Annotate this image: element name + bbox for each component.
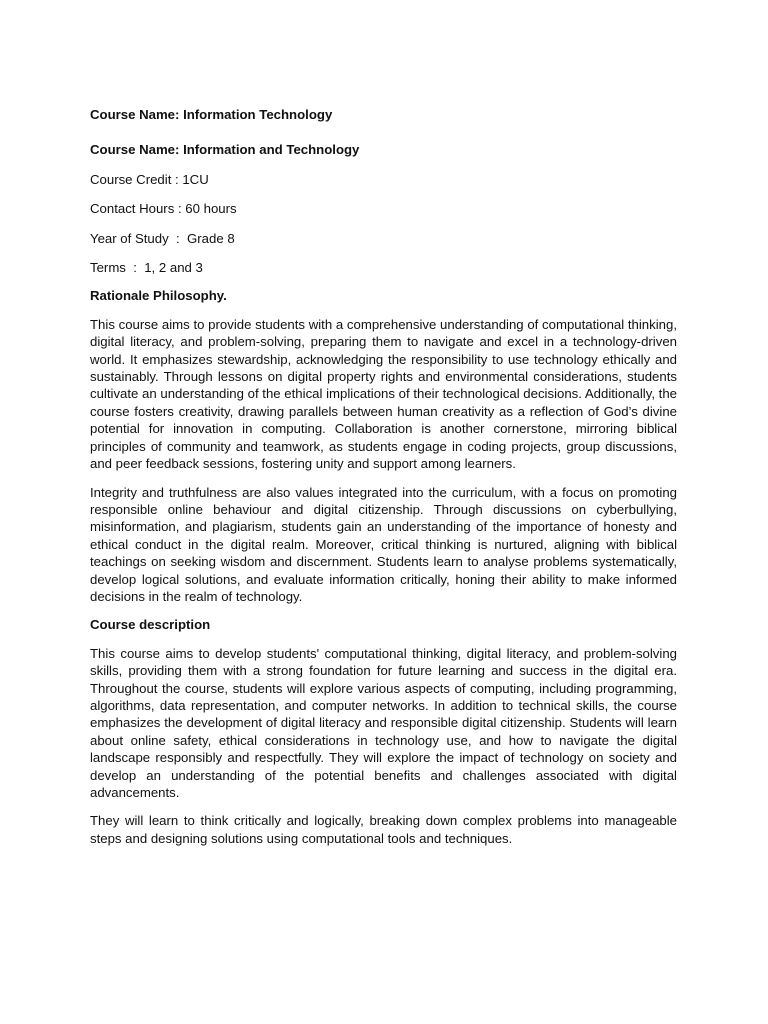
- description-paragraph: This course aims to develop students' computational thinking, digital literacy, and problem-solving skills, providing them with a strong foundation for future learning and success in the digital era. Throughout the course, students will explore various aspects of computing, including programming, algorithms, data representation, and computer networks. In addition to technical skills, the course emphasizes the development of digital literacy and responsible digital citizenship. Students will learn about online safety, ethical considerations in technology use, and how to navigate the digital landscape responsibly and respectfully. They will explore the impact of technology on society and develop an understanding of the potential benefits and challenges associated with digital advancements.: [90, 645, 677, 800]
- contact-hours: Contact Hours : 60 hours: [90, 201, 237, 217]
- description-heading: Course description: [90, 617, 211, 633]
- description-paragraph: They will learn to think critically and logically, breaking down complex problems into manageable steps and designing solutions using computational tools and techniques.: [90, 813, 677, 846]
- rationale-paragraph: Integrity and truthfulness are also values integrated into the curriculum, with a focus on promoting responsible online behaviour and digital citizenship. Through discussions on cyberbullying, misinformation, and plagiarism, students gain an understanding of the importance of honesty and ethical conduct in the digital realm. Moreover, critical thinking is nurtured, aligning with biblical teachings on seeking wisdom and discernment. Students learn to analyse problems systematically, develop logical solutions, and evaluate information critically, honing their ability to make informed decisions in the realm of technology.: [90, 484, 677, 604]
- rationale-paragraph: This course aims to provide students with a comprehensive understanding of computational thinking, digital literacy, and problem-solving, preparing them to navigate and excel in a technology-driven world. It emphasizes stewardship, acknowledging the responsibility to use technology ethically and sustainably. Through lessons on digital property rights and environmental considerations, students cultivate an understanding of the ethical implications of their technological decisions. Additionally, the course fosters creativity, drawing parallels between human creativity as a reflection of God’s divine potential for innovation in computing. Collaboration is another cornerstone, mirroring biblical principles of community and teamwork, as students engage in coding projects, group discussions, and peer feedback sessions, fostering unity and support among learners.: [90, 316, 677, 472]
- course-credit: Course Credit : 1CU: [90, 171, 209, 187]
- document-page: [90, 106, 677, 858]
- course-title-secondary: Course Name: Information and Technology: [90, 142, 360, 158]
- year-of-study: Year of Study : Grade 8: [90, 230, 235, 246]
- course-title-primary: Course Name: Information Technology: [90, 107, 333, 122]
- rationale-heading: Rationale Philosophy.: [90, 288, 227, 304]
- terms: Terms : 1, 2 and 3: [90, 260, 203, 276]
